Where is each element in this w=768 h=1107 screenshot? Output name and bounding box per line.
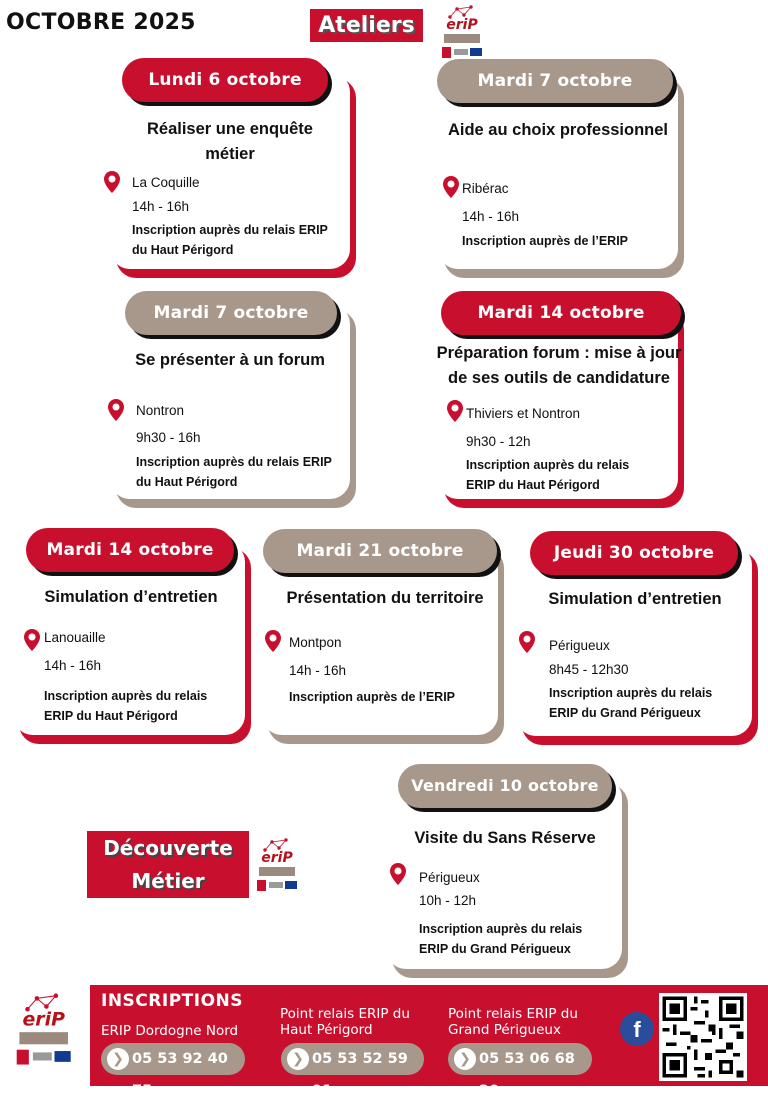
card-location: Montpon [289,635,342,650]
workshop-card [110,72,350,272]
erip-logo-word: eriP [261,850,293,866]
card-inscription: Inscription auprès du relais [419,922,583,936]
location-pin-icon [103,170,121,194]
contact-label: ERIP Dordogne Nord [101,1023,239,1039]
workshop-card [110,304,350,502]
card-title: métier [205,145,255,163]
chevron-right-icon: ❯ [454,1048,476,1070]
card-title: Préparation forum : mise à jour [436,344,682,362]
erip-logo [255,838,299,894]
card-time: 14h - 16h [44,658,102,673]
workshop-card [438,72,678,272]
card-date: Mardi 7 octobre [125,291,337,335]
chevron-right-icon: ❯ [107,1048,129,1070]
phone-number: 05 53 06 68 20 [479,1051,575,1099]
footer-logo-panel [0,985,90,1086]
workshop-card [436,303,682,502]
location-pin-icon [389,862,407,886]
workshop-card [13,542,245,738]
phone-number: 05 53 52 59 91 [312,1051,408,1099]
decouverte-line2: Métier [131,869,205,893]
erip-logo-word: eriP [22,1009,65,1031]
location-pin-icon [264,629,282,653]
workshop-card [262,542,498,738]
card-location: Lanouaille [44,630,106,645]
card-title: Présentation du territoire [286,589,484,607]
card-location: Périgueux [419,870,480,885]
card-date: Mardi 7 octobre [437,59,673,103]
contact-label: Haut Périgord [280,1022,373,1038]
section-title-ateliers: Ateliers [310,9,423,42]
card-inscription: ERIP du Grand Périgueux [549,706,701,720]
card-date: Vendredi 10 octobre [398,764,612,808]
erip-logo-word: eriP [446,17,478,33]
card-title: Réaliser une enquête [147,120,313,138]
workshop-card [516,545,752,739]
card-inscription: Inscription auprès du relais ERIP [132,223,328,237]
card-inscription: ERIP du Haut Périgord [44,709,178,723]
card-time: 14h - 16h [132,199,190,214]
location-pin-icon [107,398,125,422]
workshop-card [386,778,622,972]
card-location: Nontron [136,403,185,418]
card-title: Simulation d’entretien [44,588,218,606]
card-title: Simulation d’entretien [548,590,722,608]
chevron-right-icon: ❯ [287,1048,309,1070]
location-pin-icon [518,630,536,654]
erip-logo [14,993,73,1069]
facebook-icon[interactable]: f [620,1012,654,1046]
card-inscription: ERIP du Haut Périgord [466,478,600,492]
card-inscription: Inscription auprès du relais [549,686,713,700]
location-pin-icon [446,399,464,423]
phone-button[interactable] [448,1043,592,1099]
card-time: 14h - 16h [289,663,347,678]
phone-button[interactable] [101,1043,245,1099]
card-inscription: Inscription auprès du relais [466,458,630,472]
phone-button[interactable] [281,1043,424,1099]
card-inscription: ERIP du Grand Périgueux [419,942,571,956]
card-title: Visite du Sans Réserve [414,829,596,847]
card-location: Périgueux [549,638,610,653]
page-month-title: OCTOBRE 2025 [6,10,196,35]
card-date: Mardi 14 octobre [26,528,234,572]
card-inscription: Inscription auprès de l’ERIP [289,690,456,704]
card-inscription: du Haut Périgord [132,243,234,257]
card-location: Thiviers et Nontron [466,406,581,421]
card-location: La Coquille [132,175,200,190]
contact-label: Grand Périgueux [448,1022,561,1038]
erip-logo [440,5,484,61]
card-date: Mardi 21 octobre [263,529,497,573]
phone-number: 05 53 92 40 75 [132,1051,228,1099]
card-date: Lundi 6 octobre [122,58,328,102]
qr-code[interactable] [659,993,747,1081]
card-location: Ribérac [462,181,509,196]
footer-inscriptions [0,985,768,1099]
decouverte-line1: Découverte [103,836,233,860]
contact-label: Point relais ERIP du [448,1006,578,1022]
card-time: 9h30 - 16h [136,430,201,445]
card-time: 8h45 - 12h30 [549,662,629,677]
contact-label: Point relais ERIP du [280,1006,410,1022]
card-time: 10h - 12h [419,893,477,908]
card-time: 14h - 16h [462,209,520,224]
footer-title: INSCRIPTIONS [101,991,243,1011]
location-pin-icon [23,628,41,652]
card-title: Se présenter à un forum [135,351,325,369]
card-date: Mardi 14 octobre [441,291,681,335]
card-inscription: Inscription auprès de l’ERIP [462,234,629,248]
card-inscription: Inscription auprès du relais [44,689,208,703]
card-time: 9h30 - 12h [466,434,531,449]
card-title: de ses outils de candidature [448,369,670,387]
card-inscription: du Haut Périgord [136,475,238,489]
card-title: Aide au choix professionnel [447,121,669,139]
location-pin-icon [442,175,460,199]
decouverte-metier-banner [87,831,249,898]
card-inscription: Inscription auprès du relais ERIP [136,455,332,469]
card-date: Jeudi 30 octobre [530,531,738,575]
